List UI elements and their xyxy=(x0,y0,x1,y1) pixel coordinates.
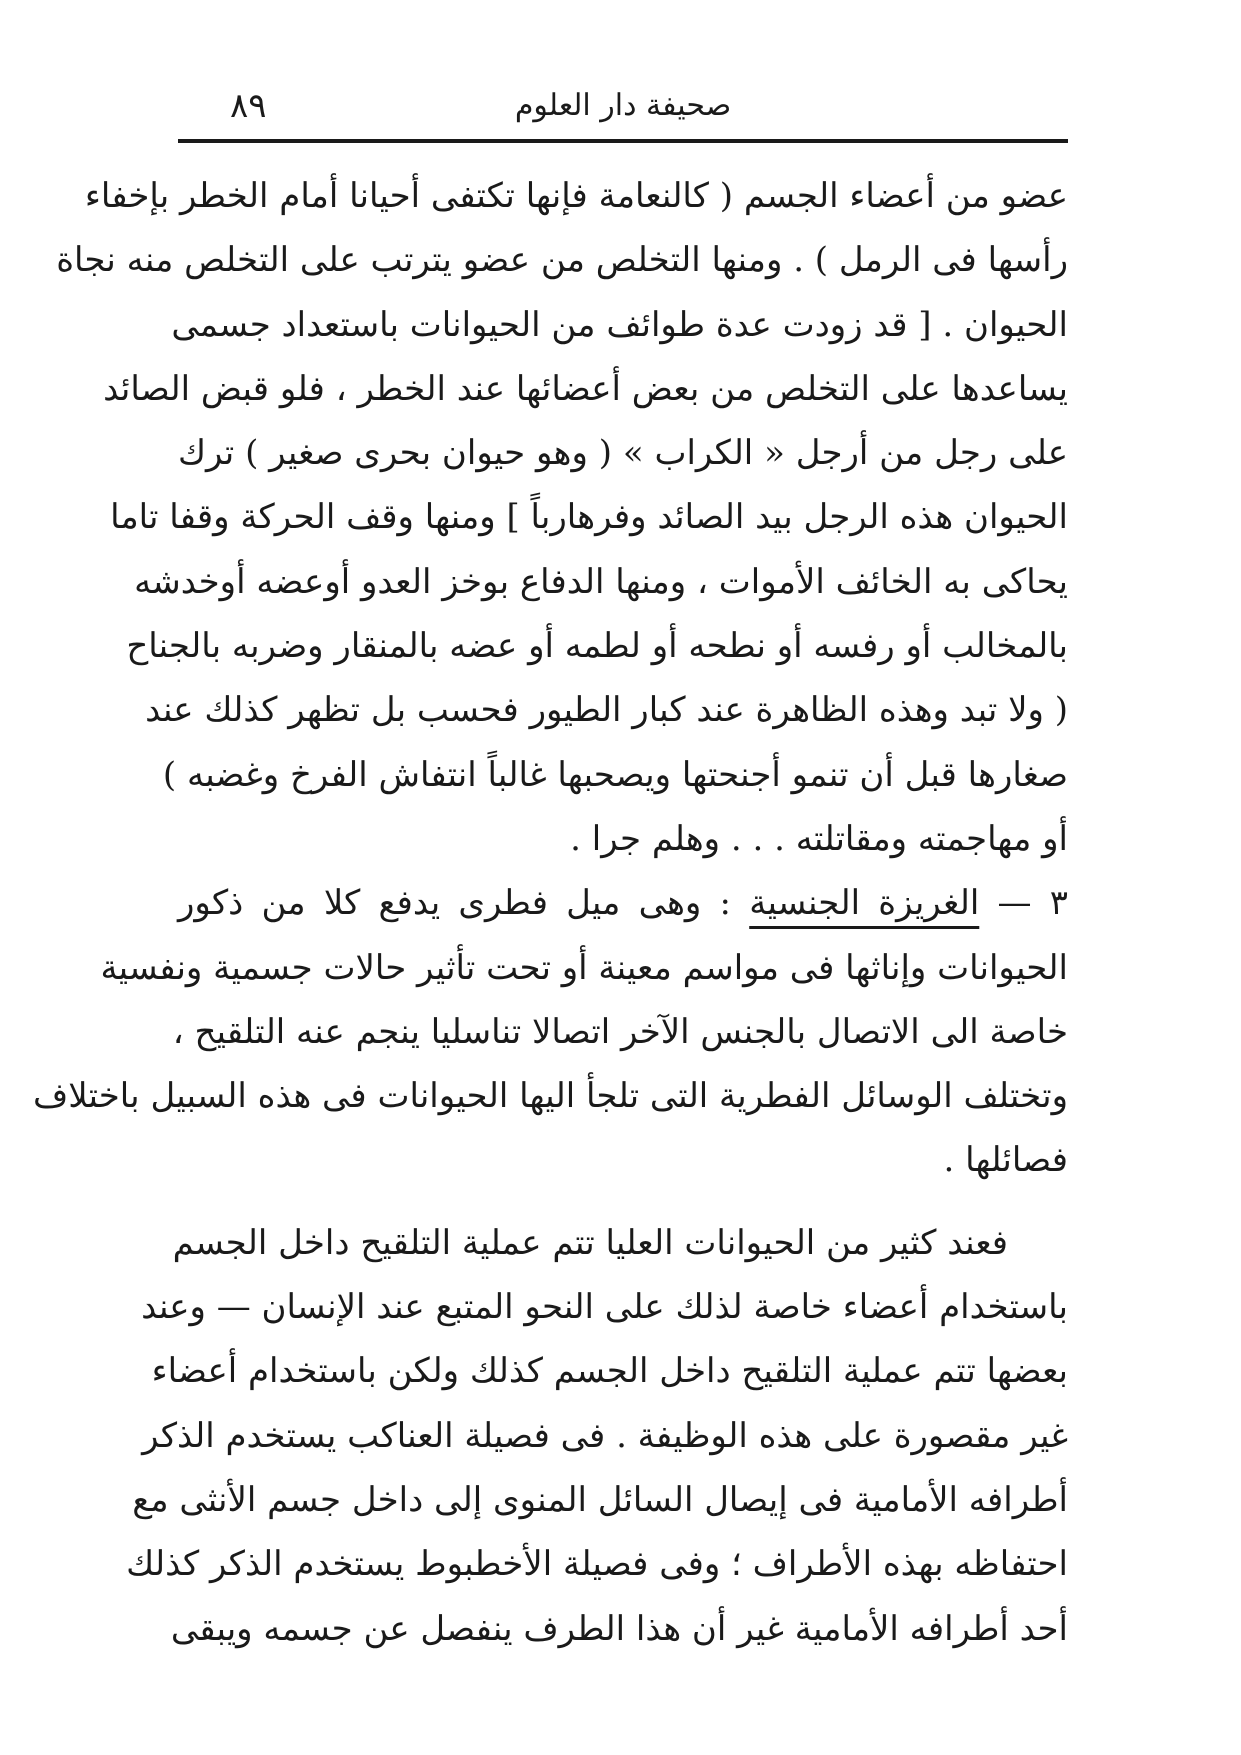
text-line: غير مقصورة على هذه الوظيفة . فى فصيلة العناكب يستخدم الذكر xyxy=(142,1415,1068,1456)
paragraph-3 xyxy=(126,1211,1068,1661)
text-line: باستخدام أعضاء خاصة لذلك على النحو المتبع عند الإنسان — وعند xyxy=(141,1287,1068,1328)
text-line: الحيوان هذه الرجل بيد الصائد وفرهارباً ] ومنها وقف الحركة وقفا تاما xyxy=(110,497,1068,538)
paragraph-2 xyxy=(33,871,1069,1192)
text-line: أو مهاجمته ومقاتلته . . . وهلم جرا . xyxy=(570,818,1068,859)
text-line: ( ولا تبد وهذه الظاهرة عند كبار الطيور فحسب بل تظهر كذلك عند xyxy=(145,690,1068,731)
journal-title: صحيفة دار العلوم xyxy=(514,88,732,123)
text-line: أحد أطرافه الأمامية غير أن هذا الطرف ينفصل عن جسمه ويبقى xyxy=(170,1608,1068,1649)
text-line: يساعدها على التخلص من بعض أعضائها عند الخطر ، فلو قبض الصائد xyxy=(103,368,1068,409)
page-body xyxy=(33,164,1069,1661)
paragraph-1 xyxy=(56,164,1068,871)
text-line: عضو من أعضاء الجسم ( كالنعامة فإنها تكتفى أحيانا أمام الخطر بإخفاء xyxy=(84,176,1068,216)
text-line: وتختلف الوسائل الفطرية التى تلجأ اليها الحيوانات فى هذه السبيل باختلاف xyxy=(33,1076,1068,1117)
text-line: احتفاظه بهذه الأطراف ؛ وفى فصيلة الأخطبوط يستخدم الذكر كذلك xyxy=(126,1544,1068,1585)
text-line: الحيوان . [ قد زودت عدة طوائف من الحيوانات باستعداد جسمى xyxy=(171,304,1068,345)
text-line: يحاكى به الخائف الأموات ، ومنها الدفاع بوخز العدو أوعضه أوخدشه xyxy=(134,561,1068,602)
text-line: رأسها فى الرمل ) . ومنها التخلص من عضو يترتب على التخلص منه نجاة xyxy=(56,240,1068,281)
text-line: الحيوانات وإناثها فى مواسم معينة أو تحت تأثير حالات جسمية ونفسية xyxy=(100,947,1068,988)
text-line: خاصة الى الاتصال بالجنس الآخر اتصالا تناسليا ينجم عنه التلقيح ، xyxy=(172,1011,1068,1052)
section-heading: الغريزة الجنسية xyxy=(749,883,980,924)
section-line xyxy=(178,871,1068,935)
header-rule xyxy=(178,139,1068,143)
section-number: ٣ — xyxy=(997,883,1069,924)
paragraph-gap xyxy=(178,1193,1068,1211)
page-header xyxy=(178,78,1068,138)
text-line: فصائلها . xyxy=(943,1140,1068,1181)
section-heading-rest: : وهى ميل فطرى يدفع كلا من ذكور xyxy=(178,883,731,924)
text-line: فعند كثير من الحيوانات العليا تتم عملية التلقيح داخل الجسم xyxy=(172,1222,1008,1263)
text-line: بعضها تتم عملية التلقيح داخل الجسم كذلك ولكن باستخدام أعضاء xyxy=(151,1351,1068,1392)
text-line: على رجل من أرجل « الكراب » ( وهو حيوان بحرى صغير ) ترك xyxy=(178,433,1068,474)
text-line: بالمخالب أو رفسه أو نطحه أو لطمه أو عضه بالمنقار وضربه بالجناح xyxy=(126,626,1068,667)
text-line: أطرافه الأمامية فى إيصال السائل المنوى إلى داخل جسم الأنثى مع xyxy=(132,1479,1068,1520)
page-number: ٨٩ xyxy=(230,86,267,126)
text-line: صغارها قبل أن تنمو أجنحتها ويصحبها غالباً انتفاش الفرخ وغضبه ) xyxy=(162,754,1068,795)
